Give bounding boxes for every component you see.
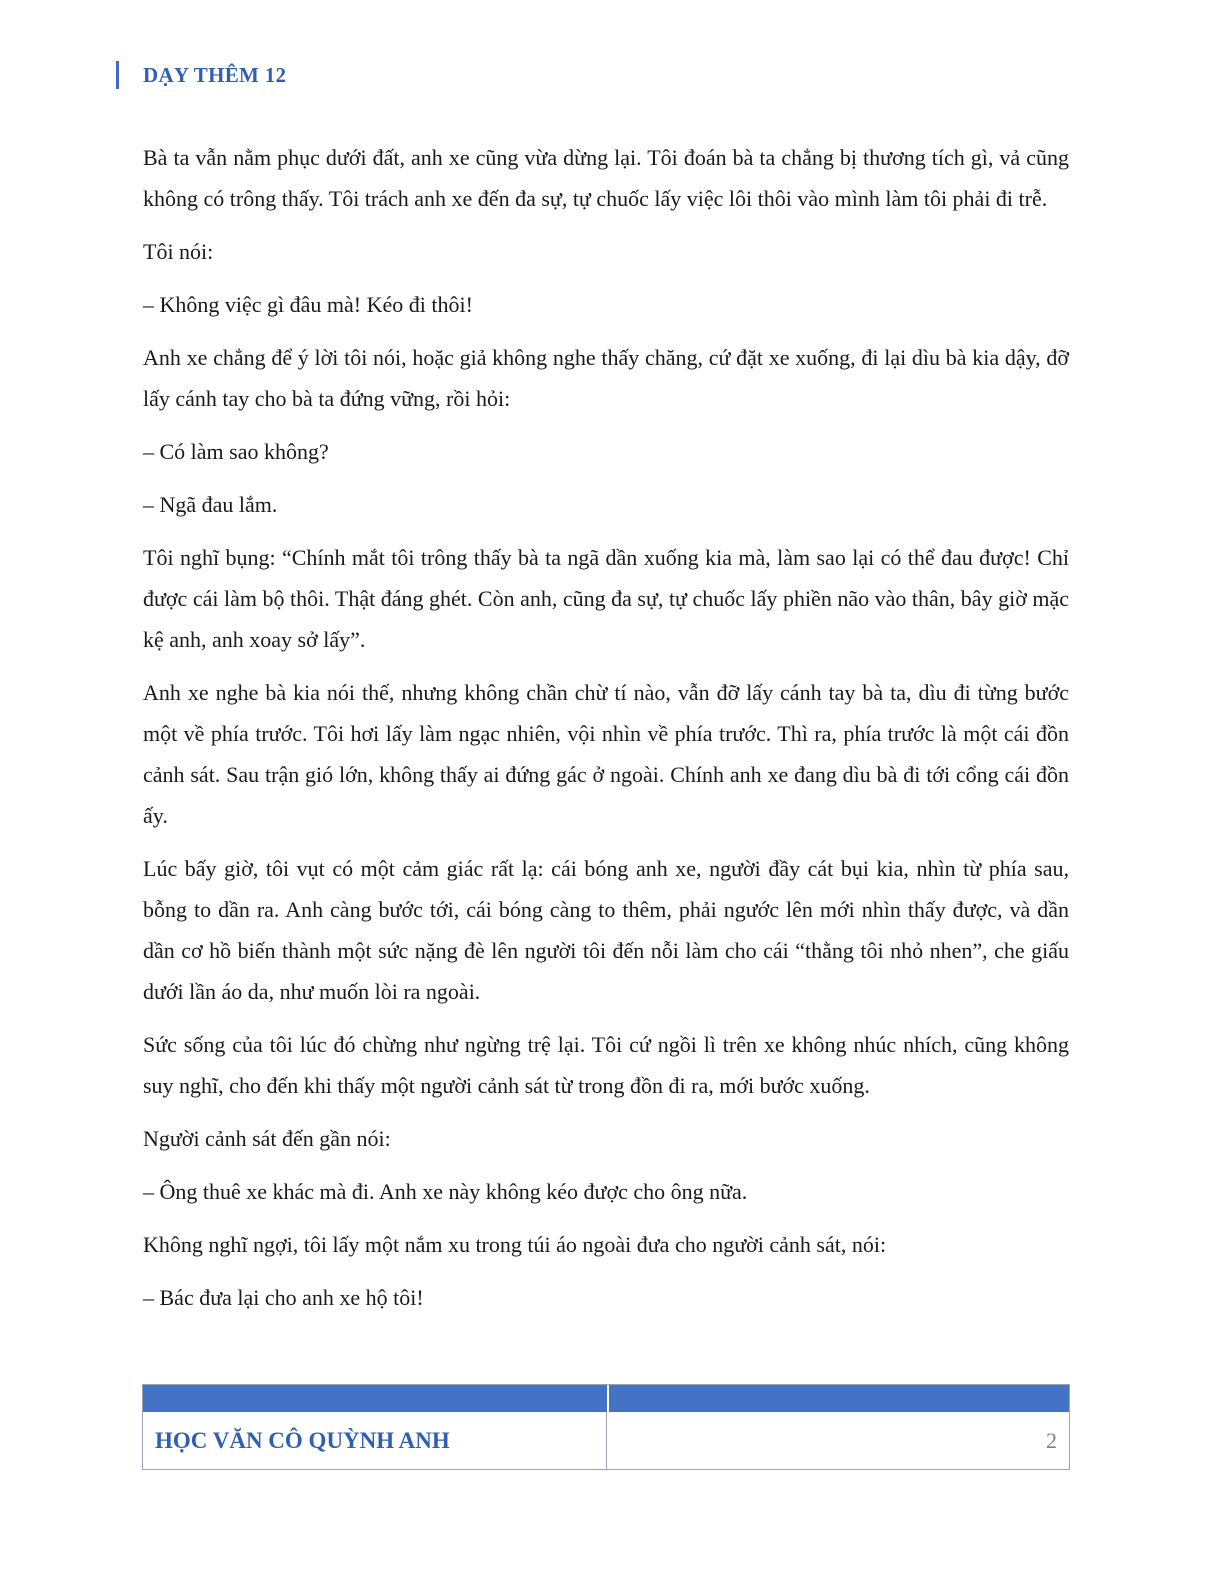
page-number: 2 (1046, 1427, 1057, 1453)
page-header (116, 60, 286, 90)
paragraph: Tôi nói: (143, 239, 214, 264)
document-body (143, 137, 1069, 1330)
paragraph: Bà ta vẫn nằm phục dưới đất, anh xe cũng vừa dừng lại. Tôi đoán bà ta chẳng bị thương tích gì, vả cũng không có trông thấy. Tôi trách anh xe đến đa sự, tự chuốc lấy việc lôi thôi vào mình làm tôi phải đi trễ. (143, 145, 1069, 211)
paragraph: Sức sống của tôi lúc đó chừng như ngừng trệ lại. Tôi cứ ngồi lì trên xe không nhúc nhích, cũng không suy nghĩ, cho đến khi thấy một người cảnh sát từ trong đồn đi ra, mới bước xuống. (143, 1032, 1069, 1098)
footer-band (143, 1385, 1069, 1412)
footer-page-cell (607, 1412, 1069, 1469)
header-title: DẠY THÊM 12 (143, 62, 287, 87)
paragraph: – Ông thuê xe khác mà đi. Anh xe này không kéo được cho ông nữa. (143, 1179, 748, 1204)
paragraph: – Không việc gì đâu mà! Kéo đi thôi! (143, 292, 473, 317)
footer-brand-cell (143, 1412, 607, 1469)
paragraph: – Có làm sao không? (143, 439, 329, 464)
paragraph: Lúc bấy giờ, tôi vụt có một cảm giác rất lạ: cái bóng anh xe, người đầy cát bụi kia, nhìn từ phía sau, bỗng to dần ra. Anh càng bước tới, cái bóng càng to thêm, phải ngước lên mới nhìn thấy được, và dần dần cơ hồ biến thành một sức nặng đè lên người tôi đến nỗi làm cho cái “thằng tôi nhỏ nhen”, che giấu dưới lần áo da, như muốn lòi ra ngoài. (143, 856, 1069, 1004)
footer-row (143, 1412, 1069, 1469)
footer-brand: HỌC VĂN CÔ QUỲNH ANH (155, 1427, 450, 1453)
paragraph: Không nghĩ ngợi, tôi lấy một nắm xu trong túi áo ngoài đưa cho người cảnh sát, nói: (143, 1232, 887, 1257)
footer-band-right (609, 1385, 1069, 1412)
paragraph: – Ngã đau lắm. (143, 492, 278, 517)
paragraph: Người cảnh sát đến gần nói: (143, 1126, 391, 1151)
paragraph: Anh xe nghe bà kia nói thế, nhưng không chần chừ tí nào, vẫn đỡ lấy cánh tay bà ta, dìu đi từng bước một về phía trước. Tôi hơi lấy làm ngạc nhiên, vội nhìn về phía trước. Thì ra, phía trước là một cái đồn cảnh sát. Sau trận gió lớn, không thấy ai đứng gác ở ngoài. Chính anh xe đang dìu bà đi tới cổng cái đồn ấy. (143, 680, 1069, 828)
paragraph: – Bác đưa lại cho anh xe hộ tôi! (143, 1285, 424, 1310)
header-accent-bar (116, 61, 119, 89)
paragraph: Tôi nghĩ bụng: “Chính mắt tôi trông thấy bà ta ngã dần xuống kia mà, làm sao lại có thể đau được! Chỉ được cái làm bộ thôi. Thật đáng ghét. Còn anh, cũng đa sự, tự chuốc lấy phiền não vào thân, bây giờ mặc kệ anh, anh xoay sở lấy”. (143, 545, 1069, 652)
paragraph: Anh xe chẳng để ý lời tôi nói, hoặc giả không nghe thấy chăng, cứ đặt xe xuống, đi lại dìu bà kia dậy, đỡ lấy cánh tay cho bà ta đứng vững, rồi hỏi: (143, 345, 1069, 411)
footer-band-left (143, 1385, 609, 1412)
page-footer (142, 1384, 1070, 1470)
